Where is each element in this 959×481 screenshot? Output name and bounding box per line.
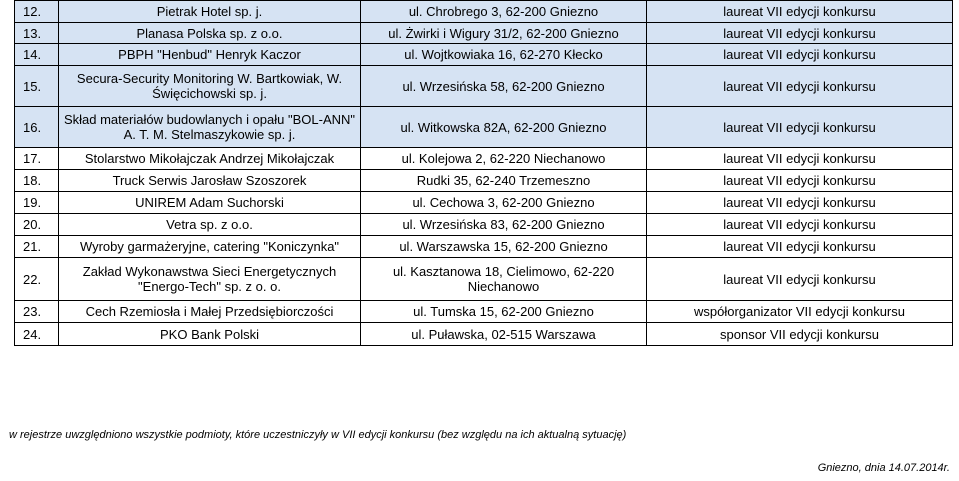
- address-cell: ul. Kolejowa 2, 62-220 Niechanowo: [361, 148, 647, 170]
- status-cell: laureat VII edycji konkursu: [647, 192, 953, 214]
- table-row: [15, 258, 953, 301]
- laureates-table: [14, 0, 953, 346]
- table-row: [15, 301, 953, 323]
- row-number-cell: 23.: [15, 301, 59, 323]
- status-cell: laureat VII edycji konkursu: [647, 44, 953, 66]
- address-cell: ul. Puławska, 02-515 Warszawa: [361, 323, 647, 346]
- status-cell: laureat VII edycji konkursu: [647, 107, 953, 148]
- table-row: [15, 23, 953, 44]
- status-cell: współorganizator VII edycji konkursu: [647, 301, 953, 323]
- footnote: w rejestrze uwzględniono wszystkie podmioty, które uczestniczyły w VII edycji konkursu (bez względu na ich aktualną sytuację): [9, 429, 627, 441]
- table-row: [15, 170, 953, 192]
- company-name-cell: Secura-Security Monitoring W. Bartkowiak, W. Święcichowski sp. j.: [59, 66, 361, 107]
- company-name-cell: PKO Bank Polski: [59, 323, 361, 346]
- row-number-cell: 18.: [15, 170, 59, 192]
- company-name-cell: Zakład Wykonawstwa Sieci Energetycznych "Energo-Tech" sp. z o. o.: [59, 258, 361, 301]
- table-row: [15, 148, 953, 170]
- address-cell: ul. Cechowa 3, 62-200 Gniezno: [361, 192, 647, 214]
- company-name-cell: Pietrak Hotel sp. j.: [59, 1, 361, 23]
- row-number-cell: 15.: [15, 66, 59, 107]
- company-name-cell: Vetra sp. z o.o.: [59, 214, 361, 236]
- status-cell: sponsor VII edycji konkursu: [647, 323, 953, 346]
- company-name-cell: Wyroby garmażeryjne, catering "Koniczynka": [59, 236, 361, 258]
- status-cell: laureat VII edycji konkursu: [647, 148, 953, 170]
- row-number-cell: 17.: [15, 148, 59, 170]
- table-row: [15, 107, 953, 148]
- table-row: [15, 214, 953, 236]
- address-cell: ul. Chrobrego 3, 62-200 Gniezno: [361, 1, 647, 23]
- laureates-table-body: [15, 1, 953, 346]
- company-name-cell: Stolarstwo Mikołajczak Andrzej Mikołajczak: [59, 148, 361, 170]
- company-name-cell: Truck Serwis Jarosław Szoszorek: [59, 170, 361, 192]
- company-name-cell: PBPH "Henbud" Henryk Kaczor: [59, 44, 361, 66]
- table-row: [15, 323, 953, 346]
- status-cell: laureat VII edycji konkursu: [647, 214, 953, 236]
- company-name-cell: Skład materiałów budowlanych i opału "BOL-ANN" A. T. M. Stelmaszykowie sp. j.: [59, 107, 361, 148]
- row-number-cell: 16.: [15, 107, 59, 148]
- row-number-cell: 14.: [15, 44, 59, 66]
- company-name-cell: Cech Rzemiosła i Małej Przedsiębiorczości: [59, 301, 361, 323]
- status-cell: laureat VII edycji konkursu: [647, 66, 953, 107]
- row-number-cell: 12.: [15, 1, 59, 23]
- table-row: [15, 192, 953, 214]
- address-cell: ul. Witkowska 82A, 62-200 Gniezno: [361, 107, 647, 148]
- table-row: [15, 66, 953, 107]
- row-number-cell: 21.: [15, 236, 59, 258]
- address-cell: ul. Wrzesińska 58, 62-200 Gniezno: [361, 66, 647, 107]
- row-number-cell: 20.: [15, 214, 59, 236]
- address-cell: ul. Żwirki i Wigury 31/2, 62-200 Gniezno: [361, 23, 647, 44]
- signature-date: Gniezno, dnia 14.07.2014r.: [817, 462, 950, 474]
- row-number-cell: 19.: [15, 192, 59, 214]
- company-name-cell: UNIREM Adam Suchorski: [59, 192, 361, 214]
- row-number-cell: 22.: [15, 258, 59, 301]
- row-number-cell: 13.: [15, 23, 59, 44]
- address-cell: Rudki 35, 62-240 Trzemeszno: [361, 170, 647, 192]
- table-row: [15, 1, 953, 23]
- status-cell: laureat VII edycji konkursu: [647, 236, 953, 258]
- status-cell: laureat VII edycji konkursu: [647, 258, 953, 301]
- status-cell: laureat VII edycji konkursu: [647, 170, 953, 192]
- address-cell: ul. Tumska 15, 62-200 Gniezno: [361, 301, 647, 323]
- status-cell: laureat VII edycji konkursu: [647, 23, 953, 44]
- table-row: [15, 236, 953, 258]
- company-name-cell: Planasa Polska sp. z o.o.: [59, 23, 361, 44]
- address-cell: ul. Wojtkowiaka 16, 62-270 Kłecko: [361, 44, 647, 66]
- row-number-cell: 24.: [15, 323, 59, 346]
- address-cell: ul. Kasztanowa 18, Cielimowo, 62-220 Niechanowo: [361, 258, 647, 301]
- status-cell: laureat VII edycji konkursu: [647, 1, 953, 23]
- table-row: [15, 44, 953, 66]
- address-cell: ul. Wrzesińska 83, 62-200 Gniezno: [361, 214, 647, 236]
- address-cell: ul. Warszawska 15, 62-200 Gniezno: [361, 236, 647, 258]
